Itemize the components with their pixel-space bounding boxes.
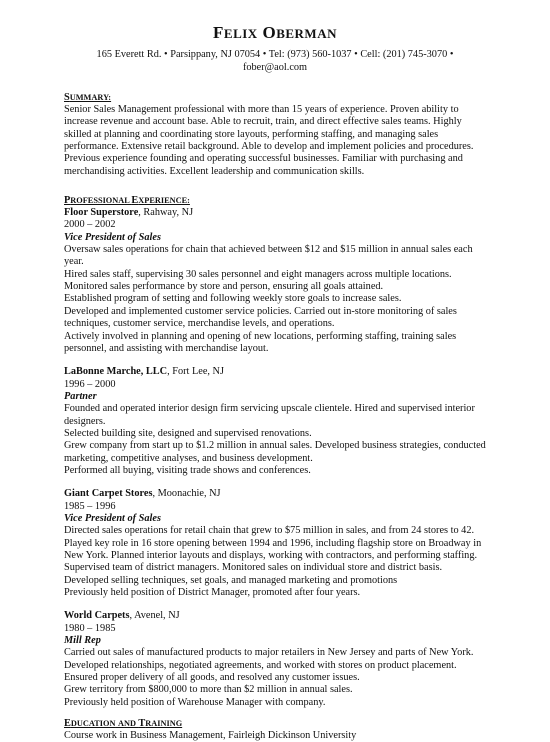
job-employer-line xyxy=(64,488,486,500)
job-dates: 1985 – 1996 xyxy=(64,500,116,512)
employer-location: , Avenel, NJ xyxy=(129,610,180,622)
job-entry xyxy=(64,366,486,477)
email-line: fober@aol.com xyxy=(242,62,308,73)
job-duty: Performed all buying, visiting trade shows and conferences. xyxy=(64,464,311,476)
job-entry xyxy=(64,207,486,355)
employer-name: LaBonne Marche, LLC xyxy=(64,366,168,378)
employer-location: , Rahway, NJ xyxy=(138,207,194,219)
experience-heading: PROFESSIONAL EXPERIENCE: xyxy=(64,195,190,207)
job-employer-line xyxy=(64,366,486,378)
job-duty: Grew company from start up to $1.2 million in annual sales. Developed business strategies, conducted marketing, competitive analyses, and business development. xyxy=(64,440,486,464)
job-duty: Established program of setting and following weekly store goals to increase sales. xyxy=(64,293,402,305)
job-duty: Played key role in 16 store opening between 1994 and 1996, including flagship store on Broadway in New York. Planned interior layouts and displays, working with contractors, and performing staffing. xyxy=(64,537,482,561)
job-duty: Selected building site, designed and supervised renovations. xyxy=(64,427,312,439)
job-employer-line xyxy=(64,610,486,622)
job-title: Vice President of Sales xyxy=(64,231,161,243)
summary-text: Senior Sales Management professional with more than 15 years of experience. Proven ability to increase revenue and account base. Able to recruit, train, and direct effective sales teams. Highly skilled at planning and coordinating store layouts, performing staffing, and managing sales performance. Extensive retail background. Able to develop and implement policies and procedures. Previous experience founding and operating successful businesses. Familiar with purchasing and merchandising activities. Excellent leadership and communication skills. xyxy=(64,104,474,177)
job-list xyxy=(64,207,486,709)
job-duty: Directed sales operations for retail chain that grew to $75 million in sales, and from 24 stores to 42. xyxy=(64,525,475,537)
job-duty: Monitored sales performance by store and person, ensuring all goals attained. xyxy=(64,281,384,293)
job-title: Vice President of Sales xyxy=(64,512,161,524)
job-title: Mill Rep xyxy=(64,635,101,647)
job-duty: Previously held position of District Manager, promoted after four years. xyxy=(64,587,361,599)
candidate-name: FELIX OBERMAN xyxy=(213,23,337,42)
job-duty: Founded and operated interior design firm servicing upscale clientele. Hired and supervised interior designers. xyxy=(64,403,475,427)
employer-name: World Carpets xyxy=(64,610,130,622)
contact-line: 165 Everett Rd. • Parsippany, NJ 07054 • Tel: (973) 560-1037 • Cell: (201) 745-3070 • xyxy=(96,49,454,60)
education-text: Course work in Business Management, Fairleigh Dickinson University xyxy=(64,730,357,742)
job-entry xyxy=(64,488,486,599)
job-duty: Grew territory from $800,000 to more than $2 million in annual sales. xyxy=(64,684,353,696)
job-duty: Developed relationships, negotiated agreements, and worked with stores on product placement. xyxy=(64,659,457,671)
education-heading: EDUCATION AND TRAINING xyxy=(64,718,183,730)
job-employer-line xyxy=(64,207,486,219)
job-title: Partner xyxy=(64,390,97,402)
job-duty: Developed and implemented customer service policies. Carried out in-store monitoring of sales techniques, customer service, merchandise levels, and operations. xyxy=(64,305,457,330)
employer-name: Floor Superstore xyxy=(64,207,139,219)
job-dates: 1996 – 2000 xyxy=(64,378,116,390)
employer-location: , Fort Lee, NJ xyxy=(167,366,224,378)
job-duty: Oversaw sales operations for chain that achieved between $12 and $15 million in annual sales each year. xyxy=(64,244,473,268)
employer-name: Giant Carpet Stores xyxy=(64,488,153,500)
summary-heading: SUMMARY: xyxy=(64,92,112,103)
employer-location: , Moonachie, NJ xyxy=(152,488,221,500)
contact-info xyxy=(64,48,486,74)
job-duty: Supervised team of district managers. Monitored sales on individual store and district basis. xyxy=(64,562,443,574)
job-duty: Hired sales staff, supervising 30 sales personnel and eight managers across multiple locations. xyxy=(64,268,452,280)
job-dates: 1980 – 1985 xyxy=(64,622,116,634)
job-duty: Actively involved in planning and opening of new locations, performing staffing, training sales personnel, and assisting with merchandise layout. xyxy=(64,330,457,354)
job-duty: Previously held position of Warehouse Manager with company. xyxy=(64,696,326,708)
job-duty: Ensured proper delivery of all goods, and resolved any customer issues. xyxy=(64,672,360,684)
job-duty: Carried out sales of manufactured products to major retailers in New Jersey and parts of New York. xyxy=(64,647,474,659)
job-duty: Developed selling techniques, set goals, and managed marketing and promotions xyxy=(64,574,398,586)
job-dates: 2000 – 2002 xyxy=(64,219,116,231)
job-entry xyxy=(64,610,486,709)
